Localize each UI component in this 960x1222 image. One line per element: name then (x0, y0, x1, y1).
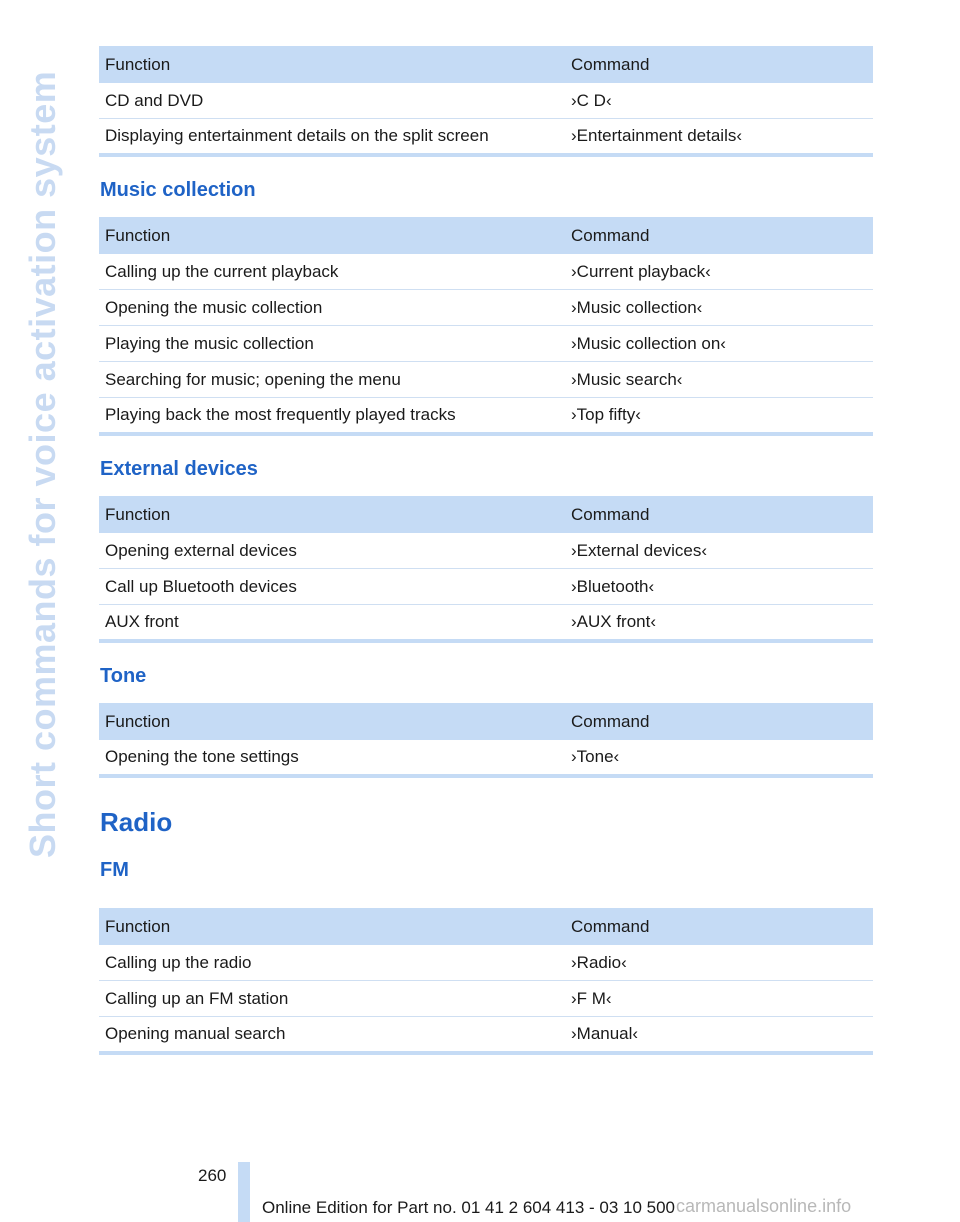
page-content (99, 46, 873, 1055)
function-cell: Calling up the current playback (99, 254, 565, 290)
column-header-command: Command (565, 46, 873, 83)
command-cell: ›Music collection on‹ (565, 326, 873, 362)
table-row (99, 533, 873, 569)
external-devices-heading: External devices (100, 458, 258, 480)
table-row (99, 1017, 873, 1054)
command-cell: ›Music collection‹ (565, 290, 873, 326)
footer-edition-text: Online Edition for Part no. 01 41 2 604 413 - 03 10 500 (262, 1198, 676, 1217)
table-row (99, 945, 873, 981)
table-row (99, 362, 873, 398)
command-cell: ›Music search‹ (565, 362, 873, 398)
function-cell: Searching for music; opening the menu (99, 362, 565, 398)
command-cell: ›Current playback‹ (565, 254, 873, 290)
command-cell: ›Radio‹ (565, 945, 873, 981)
command-cell: ›Entertainment details‹ (565, 119, 873, 156)
column-header-function: Function (99, 908, 565, 945)
function-cell: Opening the music collection (99, 290, 565, 326)
external-devices-command-table (99, 496, 873, 643)
column-header-command: Command (565, 703, 873, 740)
table-row (99, 83, 873, 119)
column-header-command: Command (565, 217, 873, 254)
tone-heading: Tone (100, 665, 147, 687)
column-header-command: Command (565, 496, 873, 533)
command-cell: ›AUX front‹ (565, 605, 873, 642)
column-header-function: Function (99, 703, 565, 740)
column-header-function: Function (99, 46, 565, 83)
function-cell: Opening the tone settings (99, 740, 565, 776)
command-cell: ›Manual‹ (565, 1017, 873, 1054)
table-row (99, 981, 873, 1017)
function-cell: Calling up an FM station (99, 981, 565, 1017)
footer-accent-bar (238, 1162, 250, 1222)
tone-command-table (99, 703, 873, 778)
command-cell: ›Bluetooth‹ (565, 569, 873, 605)
function-cell: Calling up the radio (99, 945, 565, 981)
command-cell: ›External devices‹ (565, 533, 873, 569)
function-cell: Opening external devices (99, 533, 565, 569)
table-row (99, 290, 873, 326)
column-header-function: Function (99, 217, 565, 254)
table-row (99, 605, 873, 642)
music-collection-command-table (99, 217, 873, 436)
table-header-row (99, 703, 873, 740)
entertainment-command-table (99, 46, 873, 157)
table-row (99, 326, 873, 362)
function-cell: Displaying entertainment details on the split screen (99, 119, 565, 156)
music-collection-heading: Music collection (100, 179, 256, 201)
table-header-row (99, 217, 873, 254)
function-cell: Playing back the most frequently played tracks (99, 398, 565, 435)
function-cell: Opening manual search (99, 1017, 565, 1054)
command-cell: ›F M‹ (565, 981, 873, 1017)
table-row (99, 740, 873, 776)
command-cell: ›Top fifty‹ (565, 398, 873, 435)
section-spacer (99, 778, 873, 792)
table-header-row (99, 908, 873, 945)
page-number: 260 (198, 1166, 227, 1185)
function-cell: Call up Bluetooth devices (99, 569, 565, 605)
table-header-row (99, 496, 873, 533)
watermark-text: carmanualsonline.info (676, 1196, 852, 1216)
table-row (99, 119, 873, 156)
radio-heading: Radio (100, 807, 173, 837)
table-row (99, 569, 873, 605)
fm-command-table (99, 908, 873, 1055)
sidebar-section-title: Short commands for voice activation system (22, 70, 63, 858)
command-cell: ›Tone‹ (565, 740, 873, 776)
function-cell: Playing the music collection (99, 326, 565, 362)
function-cell: AUX front (99, 605, 565, 642)
fm-heading: FM (100, 859, 129, 881)
column-header-command: Command (565, 908, 873, 945)
function-cell: CD and DVD (99, 83, 565, 119)
command-cell: ›C D‹ (565, 83, 873, 119)
column-header-function: Function (99, 496, 565, 533)
table-header-row (99, 46, 873, 83)
table-row (99, 254, 873, 290)
table-row (99, 398, 873, 435)
